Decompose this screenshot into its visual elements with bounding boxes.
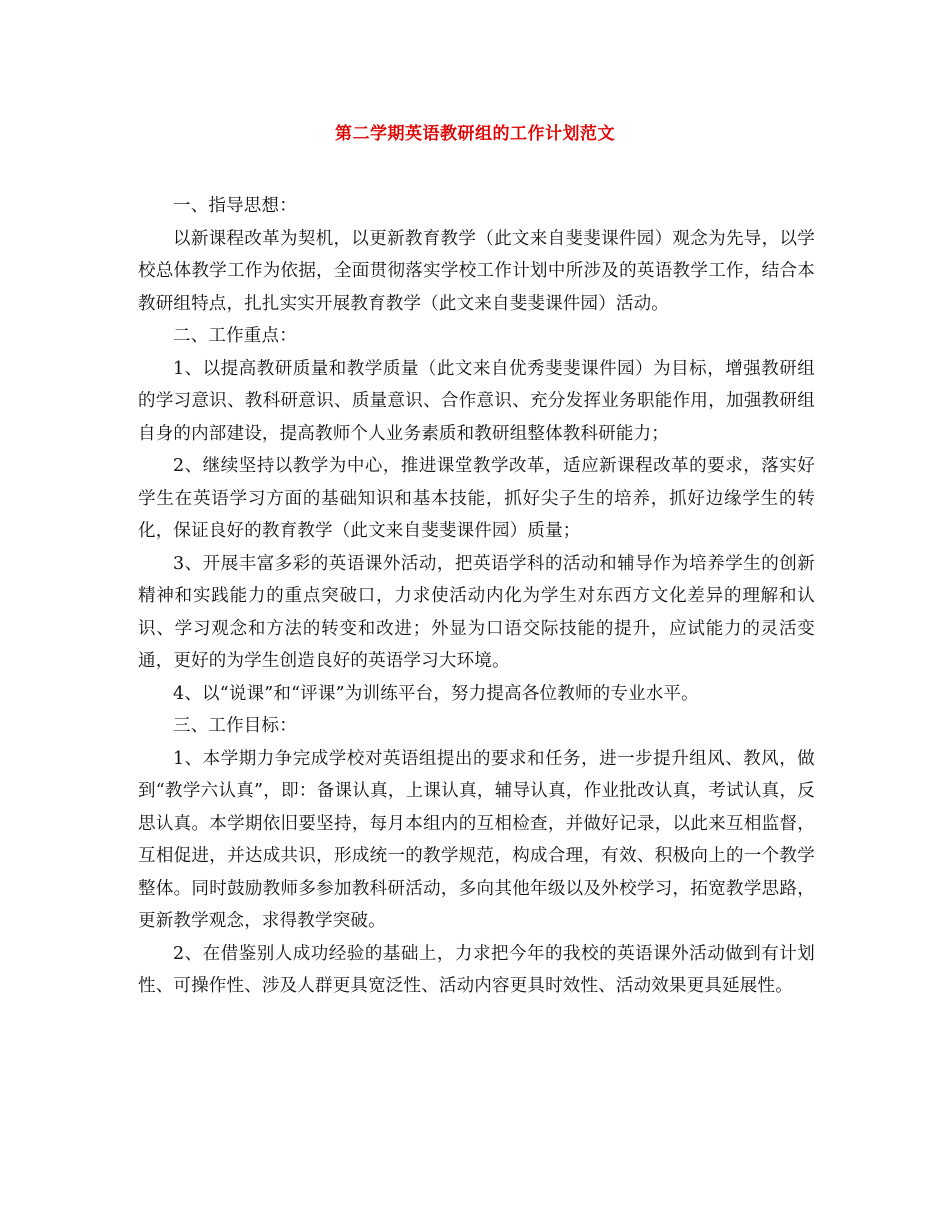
section-heading-work-goals: 三、工作目标： <box>173 716 297 736</box>
paragraph-goal-2: 2、在借鉴别人成功经验的基础上，力求把今年的我校的英语课外活动做到有计划性、可操作性、涉及人群更具宽泛性、活动内容更具时效性、活动效果更具延展性。 <box>138 943 815 996</box>
paragraph-guiding-ideology: 以新课程改革为契机，以更新教育教学（此文来自斐斐课件园）观念为先导，以学校总体教学工作为依据，全面贯彻落实学校工作计划中所涉及的英语教学工作，结合本教研组特点，扎扎实实开展教育教学（此文来自斐斐课件园）活动。 <box>138 228 815 314</box>
document-title: 第二学期英语教研组的工作计划范文 <box>335 124 615 144</box>
paragraph-focus-3: 3、开展丰富多彩的英语课外活动，把英语学科的活动和辅导作为培养学生的创新精神和实践能力的重点突破口，力求使活动内化为学生对东西方文化差异的理解和认识、学习观念和方法的转变和改进；外显为口语交际技能的提升，应试能力的灵活变通，更好的为学生创造良好的英语学习大环境。 <box>138 553 815 671</box>
paragraph-goal-1: 1、本学期力争完成学校对英语组提出的要求和任务，进一步提升组风、教风，做到“教学六认真”，即：备课认真，上课认真，辅导认真，作业批改认真，考试认真，反思认真。本学期依旧要坚持，每月本组内的互相检查，并做好记录，以此来互相监督，互相促进，并达成共识，形成统一的教学规范，构成合理，有效、积极向上的一个教学整体。同时鼓励教师多参加教科研活动，多向其他年级以及外校学习，拓宽教学思路，更新教学观念，求得教学突破。 <box>138 748 815 931</box>
document-body <box>138 190 815 1003</box>
paragraph-focus-4: 4、以“说课”和“评课”为训练平台，努力提高各位教师的专业水平。 <box>173 683 699 704</box>
paragraph-focus-1: 1、以提高教研质量和教学质量（此文来自优秀斐斐课件园）为目标，增强教研组的学习意识、教科研意识、质量意识、合作意识、充分发挥业务职能作用，加强教研组自身的内部建设，提高教师个人业务素质和教研组整体教科研能力； <box>138 358 815 444</box>
section-heading-work-focus: 二、工作重点： <box>173 326 297 346</box>
paragraph-focus-2: 2、继续坚持以教学为中心，推进课堂教学改革，适应新课程改革的要求，落实好学生在英语学习方面的基础知识和基本技能，抓好尖子生的培养，抓好边缘学生的转化，保证良好的教育教学（此文来自斐斐课件园）质量； <box>138 456 815 541</box>
section-heading-guiding-ideology: 一、指导思想： <box>173 196 297 216</box>
